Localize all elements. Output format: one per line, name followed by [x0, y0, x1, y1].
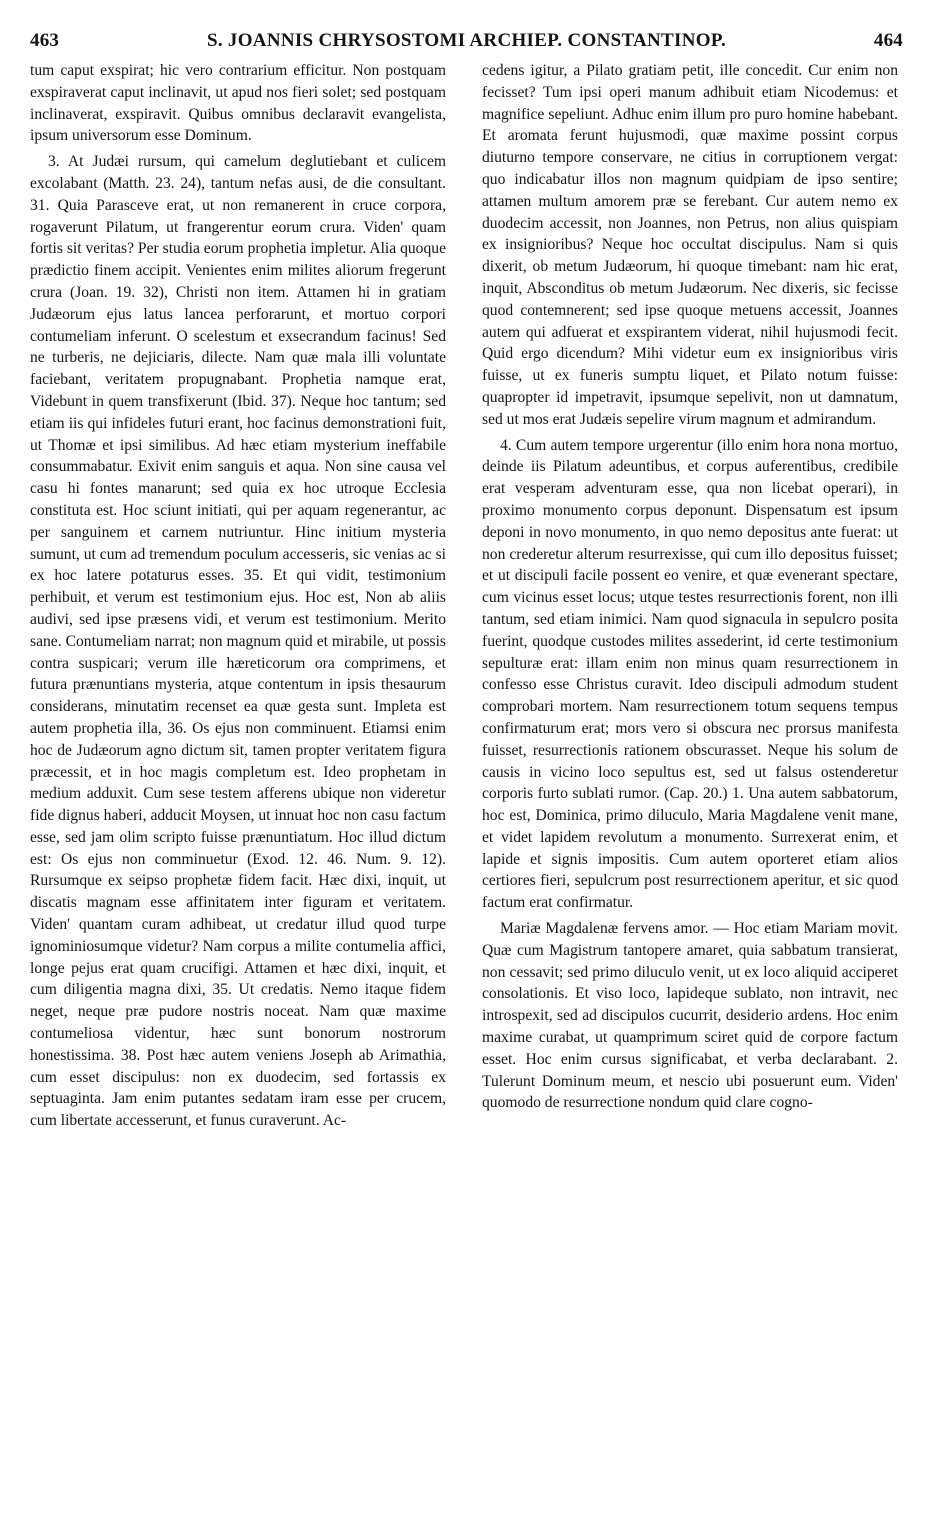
- paragraph: Mariæ Magdalenæ fervens amor. — Hoc etiam Mariam movit. Quæ cum Magistrum tantopere amaret, quia sabbatum transierat, non cessavit; sed primo diluculo venit, ut ex loco aliquid acciperet consolationis. Et viso loco, lapideque sublato, non intravit, nec introspexit, sed ad discipulos cucurrit, desiderio ardens. Hoc enim maxime curabat, ut quamprimum sciret quid de corpore factum esset. Hoc enim cursus significabat, et verba declarabant. 2. Tulerunt Dominum meum, et nescio ubi posuerunt eum. Viden' quomodo de resurrectione nondum quid clare cogno-: [482, 920, 898, 1112]
- running-title: S. JOANNIS CHRYSOSTOMI ARCHIEP. CONSTANTINOP.: [206, 30, 727, 51]
- paragraph: 4. Cum autem tempore urgerentur (illo enim hora nona mortuo, deinde iis Pilatum adeuntibus, et corpus auferentibus, credibile erat vesperam adventuram esse, qua non licebat operari), in proximo monumento corpus deponunt. Dispensatum est ipsum deponi in novo monumento, in quo nemo depositus ante fuerat: ut non crederetur alterum resurrexisse, qui cum illo depositus fuisset; et ut discipuli facile possent eo venire, et quæ evenerant spectare, cum vicinus esset locus; utque testes resurrectionis forent, non illi tantum, sed etiam inimici. Nam quod signacula in sepulcro posita fuerint, quodque custodes milites assederint, id certe testimonium sepulturæ erat: illam enim non minus quam resurrectionem in confesso esse Christus curavit. Ideo discipuli admodum student comprobari mortem. Nam resurrectionem totum sequens tempus confirmaturum erat; mors vero si obscura nec prorsus manifesta fuisset, resurrectionis rationem obscurasset. Neque his solum de causis in vicino loco sepultus est, sed ut falsus ostenderetur corporis furto sublati rumor. (Cap. 20.) 1. Una autem sabbatorum, hoc est, Dominica, primo diluculo, Maria Magdalene venit mane, et videt lapidem revolutum a monumento. Surrexerat enim, et lapide et signis impositis. Cum autem oporteret etiam alios certiores fieri, sepulcrum post resurrectionem aperitur, et sic quod factum erat confirmatur.: [482, 436, 898, 912]
- page-number-left: 463: [30, 30, 60, 51]
- paragraph: cedens igitur, a Pilato gratiam petit, ille concedit. Cur enim non fecisset? Tum ipsi operi manum adhibuit etiam Nicodemus: et magnifice sepeliunt. Adhuc enim illum pro puro homine habebant. Et aromata ferunt hujusmodi, quæ maxime possint corpus diuturno tempore conservare, ne citius in corruptionem vergat: quo indicabatur illos non magnum quidpiam de ipso sentire; attamen multum amorem præ se ferebant. Cur autem nemo ex duodecim accessit, non Joannes, non Petrus, non alius quispiam ex insignioribus? Neque hoc occultat discipulus. Nam si quis dixerit, ob metum Judæorum, hi quoque timebant: nam hic erat, inquit, Absconditus ob metum Judæorum. Nec dixeris, sic fecisse quod contemnerent; sed ipse quoque metuens accessit, Joannes autem qui adfuerat et exspirantem viderat, nihil hujusmodi fecit. Quid ergo dicendum? Mihi videtur eum ex insignioribus viris fuisse, ut ex funeris sumptu liquet, et Pilato notum fuisse: quapropter id impetravit, ipsumque sepelivit, non ut damnatum, sed ut mos erat Judæis sepelire virum magnum et admirandum.: [482, 62, 898, 428]
- left-column: [30, 60, 446, 1132]
- paragraph: 3. At Judæi rursum, qui camelum deglutiebant et culicem excolabant (Matth. 23. 24), tantum nefas ausi, de die consultant. 31. Quia Parasceve erat, ut non remanerent in cruce corpora, rogaverunt Pilatum, ut frangerentur eorum crura. Viden' quam fortis sit veritas? Per studia eorum prophetia impletur. Alia quoque prædictio finem accipit. Venientes enim milites aliorum fregerunt crura (Joan. 19. 32), Christi non item. Attamen hi in gratiam Judæorum ejus latus lancea perforarunt, et mortuo corpori contumeliam inferunt. O scelestum et exsecrandum facinus! Sed ne turberis, ne dejiciaris, dilecte. Nam quæ mala illi voluntate faciebant, veritatem propugnabant. Prophetia namque erat, Videbunt in quem transfixerunt (Ibid. 37). Neque hoc tantum; sed etiam iis qui infideles futuri erant, hoc facinus demonstrationi fuit, ut Thomæ et ipsi similibus. Ad hæc etiam mysterium ineffabile consummabatur. Exivit enim sanguis et aqua. Non sine causa vel casu hi fontes manarunt; sed quia ex hoc utroque Ecclesia constituta est. Hoc sciunt initiati, qui per aquam regenerantur, ac per sanguinem et carnem nutriuntur. Hinc initium mysteria sumunt, ut cum ad tremendum poculum accesseris, sic venias ac si ex hoc latere potaturus esses. 35. Et qui vidit, testimonium perhibuit, et verum est testimonium ejus. Hoc est, Non ab aliis audivi, sed ipse præsens vidi, et verum est testimonium. Merito sane. Contumeliam narrat; non magnum quid et mirabile, ut possis contra suspicari; verum ille hæreticorum ora comprimens, et futura prænuntians mysteria, atque contentum in ipsis thesaurum considerans, minutatim recenset ea quæ gesta sunt. Impleta est autem prophetia illa, 36. Os ejus non comminuent. Etiamsi enim hoc de Judæorum agno dictum sit, tamen propter veritatem figura præcessit, et in hoc magis completum est. Ideo prophetam in medium adduxit. Cum sese testem afferens ubique non videretur fide dignus haberi, adducit Moysen, ut innuat hoc non casu factum esse, sed jam olim scripto fuisse prænuntiatum. Hoc illud dictum est: Os ejus non comminuetur (Exod. 12. 46. Num. 9. 12). Rursumque ex seipso prophetæ fidem facit. Hæc dixi, inquit, ut discatis magnam esse affinitatem inter figuram et veritatem. Viden' quantam curam adhibeat, ut credatur illud quod turpe ignominiosumque videtur? Nam corpus a milite contumelia affici, longe pejus erat quam crucifigi. Attamen et hæc dixi, inquit, et cum diligentia magna dixi, 35. Ut credatis. Nemo itaque fidem neget, neque præ pudore nostris noceat. Nam quæ maxime contumeliosa videntur, hæc sunt bonorum nostrorum honestissima. 38. Post hæc autem veniens Joseph ab Arimathia, cum esset discipulus: non ex duodecim, sed fortassis ex septuaginta. Jam enim putantes sedatam iram esse per crucem, cum libertate accesserunt, et funus curaverunt. Ac-: [30, 153, 446, 1130]
- paragraph: tum caput exspirat; hic vero contrarium efficitur. Non postquam exspiraverat caput inclinavit, ut apud nos fieri solet; sed postquam inclinaverat, exspiravit. Quibus omnibus declaravit evangelista, ipsum universorum esse Dominum.: [30, 62, 446, 145]
- page-header: [30, 30, 903, 56]
- page-number-right: 464: [873, 30, 903, 51]
- right-column: [482, 60, 898, 1114]
